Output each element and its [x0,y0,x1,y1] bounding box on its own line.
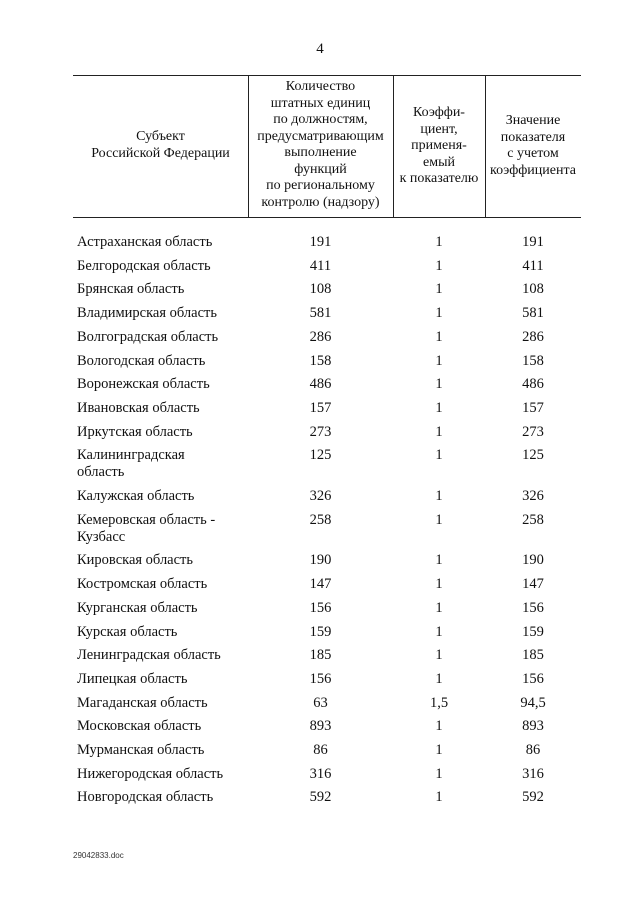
region-name [77,742,247,759]
region-name-line: Брянская область [77,281,185,298]
indicator-value-cell: 411 [522,257,544,274]
coefficient-cell: 1 [435,576,443,593]
staff-count-cell: 258 [309,511,332,528]
region-name [77,789,247,806]
staff-count-cell: 286 [309,328,332,345]
region-name [77,488,247,505]
header-subject-line: Субъект [136,129,185,144]
indicator-value-cell: 147 [522,576,544,593]
region-name-line: Владимирская область [77,305,217,322]
indicator-value-cell: 159 [522,623,544,640]
coefficient-cell: 1 [435,718,443,735]
staff-count-cell: 156 [309,670,332,687]
region-name [77,400,247,417]
header-coefficient-line: применя- [411,138,467,153]
indicator-value-cell: 158 [522,352,544,369]
coefficient-cell: 1 [435,447,443,464]
region-name [77,552,247,569]
header-coefficient-line: емый [423,154,455,170]
region-name [77,695,247,712]
staff-count-cell: 156 [309,599,332,616]
region-name-line: Кемеровская область - [77,511,216,528]
coefficient-cell: 1 [435,352,443,369]
header-coefficient-line: к показателю [399,171,479,186]
staff-count-cell: 158 [309,352,332,369]
indicator-value-cell: 273 [522,423,544,440]
region-name [77,281,247,298]
region-name-line: Кузбасс [77,528,126,545]
indicator-value-cell: 486 [522,376,544,393]
region-name-line: Московская область [77,718,202,735]
region-name [77,624,247,641]
staff-count-cell: 63 [313,694,328,711]
coefficient-cell: 1 [435,423,443,440]
coefficient-cell: 1 [435,765,443,782]
region-name-line: Ленинградская область [77,647,221,664]
indicator-value-cell: 156 [522,670,544,687]
region-name [77,512,247,546]
region-name-line: Ивановская область [77,399,200,416]
region-name-line: область [77,464,125,481]
region-name [77,671,247,688]
coefficient-cell: 1 [435,670,443,687]
region-name-line: Магаданская область [77,694,208,711]
document-filename: 29042833.doc [73,851,124,860]
header-subject-line: Российской Федерации [91,145,230,161]
coefficient-cell: 1,5 [429,694,449,711]
indicator-value-cell: 258 [522,511,544,528]
indicator-value-cell: 316 [522,765,544,782]
staff-count-cell: 157 [309,399,332,416]
header-indicator-value-line: Значение [505,113,561,128]
header-staff-count-line: выполнение [284,145,357,160]
staff-count-cell: 185 [309,647,332,664]
region-name-line: Курганская область [77,599,198,616]
staff-count-cell: 411 [309,257,332,274]
header-coefficient-line: Коэффи- [413,105,465,120]
header-top-rule [73,75,581,76]
region-name-line: Костромская область [77,576,208,593]
coefficient-cell: 1 [435,488,443,504]
staff-count-cell: 86 [313,742,328,758]
indicator-value-cell: 326 [522,488,544,504]
header-coefficient [393,105,485,188]
coefficient-cell: 1 [435,234,443,250]
page-number: 4 [316,41,324,57]
header-staff-count-line: по должностям, [273,112,368,127]
region-name-line: Липецкая область [77,670,188,687]
coefficient-cell: 1 [435,742,443,758]
region-name-line: Вологодская область [77,352,206,369]
region-name [77,305,247,322]
region-name-line: Нижегородская область [77,765,224,782]
header-indicator-value-line: коэффициента [490,162,576,178]
header-staff-count-line: Количество [285,79,356,94]
region-name [77,329,247,346]
region-name [77,424,247,441]
region-name [77,718,247,735]
staff-count-cell: 191 [309,234,332,250]
region-name [77,600,247,617]
region-name [77,258,247,275]
coefficient-cell: 1 [435,623,443,640]
indicator-value-cell: 191 [522,234,544,250]
staff-count-cell: 326 [309,488,332,504]
header-staff-count-line: предусматривающим [257,128,384,144]
staff-count-cell: 273 [309,423,332,440]
header-bottom-rule [73,217,581,218]
coefficient-cell: 1 [435,511,443,528]
coefficient-cell: 1 [435,328,443,345]
header-subject [73,129,248,162]
staff-count-cell: 486 [309,376,332,393]
staff-count-cell: 125 [309,447,332,464]
staff-count-cell: 147 [309,576,332,593]
region-name-line: Мурманская область [77,742,205,758]
region-name-line: Воронежская область [77,376,210,393]
indicator-value-cell: 581 [522,305,544,322]
indicator-value-cell: 125 [522,447,544,464]
indicator-value-cell: 190 [522,552,544,569]
indicator-value-cell: 108 [522,281,544,298]
header-coefficient-line: циент, [420,121,458,137]
region-name-line: Кировская область [77,552,194,569]
indicator-value-cell: 185 [522,647,544,664]
region-name [77,353,247,370]
region-name-line: Астраханская область [77,234,213,250]
indicator-value-cell: 156 [522,599,544,616]
coefficient-cell: 1 [435,376,443,393]
region-name [77,576,247,593]
header-indicator-value [485,113,581,179]
coefficient-cell: 1 [435,305,443,322]
region-name-line: Калужская область [77,488,195,504]
region-name [77,647,247,664]
coefficient-cell: 1 [435,257,443,274]
coefficient-cell: 1 [435,552,443,569]
coefficient-cell: 1 [435,281,443,298]
indicator-value-cell: 286 [522,328,544,345]
region-name-line: Новгородская область [77,789,214,806]
staff-count-cell: 316 [309,765,332,782]
header-staff-count-line: по региональному [266,178,375,193]
staff-count-cell: 592 [309,789,332,806]
region-name-line: Калининградская [77,447,185,464]
indicator-value-cell: 893 [522,718,544,735]
staff-count-cell: 159 [309,623,332,640]
indicator-value-cell: 86 [525,742,541,758]
header-staff-count-line: контролю (надзору) [261,194,380,210]
header-indicator-value-line: с учетом [507,146,559,161]
indicator-value-cell: 94,5 [520,694,546,711]
staff-count-cell: 108 [309,281,332,298]
region-name [77,766,247,783]
coefficient-cell: 1 [435,399,443,416]
region-name [77,234,247,251]
region-name-line: Белгородская область [77,257,211,274]
region-name [77,447,247,481]
header-indicator-value-line: показателя [500,129,566,145]
region-name [77,376,247,393]
staff-count-cell: 581 [309,305,332,322]
header-staff-count [248,79,393,211]
staff-count-cell: 893 [309,718,332,735]
indicator-value-cell: 157 [522,399,544,416]
region-name-line: Волгоградская область [77,328,219,345]
header-staff-count-line: функций [294,161,347,177]
coefficient-cell: 1 [435,789,443,806]
indicator-value-cell: 592 [522,789,544,806]
coefficient-cell: 1 [435,647,443,664]
staff-count-cell: 190 [309,552,332,569]
header-staff-count-line: штатных единиц [270,95,371,111]
coefficient-cell: 1 [435,599,443,616]
region-name-line: Курская область [77,623,178,640]
region-name-line: Иркутская область [77,423,193,440]
